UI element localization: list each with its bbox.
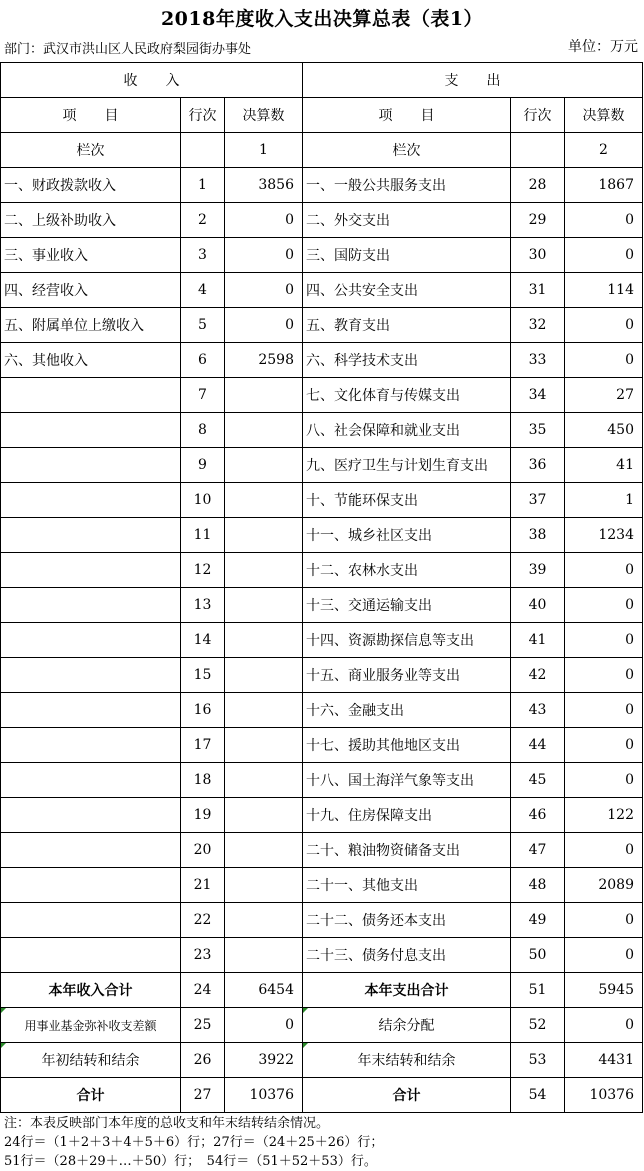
income-amount-cell: [225, 658, 303, 693]
income-rowno-cell: 11: [181, 518, 225, 553]
income-rowno-cell: 17: [181, 728, 225, 763]
table-row: [1, 308, 643, 343]
income-rowno-cell: 19: [181, 798, 225, 833]
expense-summary-rowno: 52: [511, 1008, 565, 1043]
expense-item-cell: 五、教育支出: [303, 308, 511, 343]
expense-amount-cell: 0: [565, 903, 643, 938]
expense-item-cell: 十四、资源勘探信息等支出: [303, 623, 511, 658]
expense-item-cell: 十三、交通运输支出: [303, 588, 511, 623]
expense-rowno-cell: 36: [511, 448, 565, 483]
expense-summary-rowno: 53: [511, 1043, 565, 1078]
expense-item-cell: 七、文化体育与传媒支出: [303, 378, 511, 413]
expense-rowno-cell: 38: [511, 518, 565, 553]
header-row-sections: [1, 63, 643, 98]
expense-item-cell: 三、国防支出: [303, 238, 511, 273]
income-amount-cell: 3856: [225, 168, 303, 203]
income-item-cell: 四、经营收入: [1, 273, 181, 308]
table-row: [1, 553, 643, 588]
income-summary-amount: 6454: [225, 973, 303, 1008]
expense-amount-cell: 1867: [565, 168, 643, 203]
income-rowno-cell: 2: [181, 203, 225, 238]
income-amount-cell: 0: [225, 203, 303, 238]
income-rowno-cell: 4: [181, 273, 225, 308]
expense-item-cell: 二十一、其他支出: [303, 868, 511, 903]
income-section-header: 收 入: [1, 63, 303, 98]
expense-amount-cell: 114: [565, 273, 643, 308]
expense-summary-label: 结余分配: [303, 1008, 511, 1043]
expense-summary-label: 合计: [303, 1078, 511, 1113]
income-item-cell: 一、财政拨款收入: [1, 168, 181, 203]
income-amount-cell: [225, 903, 303, 938]
income-item-cell: [1, 658, 181, 693]
income-column-empty: [181, 133, 225, 168]
income-amount-header: 决算数: [225, 98, 303, 133]
income-item-cell: [1, 868, 181, 903]
expense-summary-rowno: 54: [511, 1078, 565, 1113]
expense-rowno-cell: 39: [511, 553, 565, 588]
income-rowno-cell: 20: [181, 833, 225, 868]
expense-amount-cell: 1234: [565, 518, 643, 553]
expense-summary-amount: 4431: [565, 1043, 643, 1078]
footnote-line: 24行＝（1＋2＋3＋4＋5＋6）行；27行＝（24＋25＋26）行；: [4, 1135, 384, 1150]
table-row: [1, 343, 643, 378]
income-rowno-cell: 22: [181, 903, 225, 938]
expense-summary-amount: 0: [565, 1008, 643, 1043]
table-row: [1, 833, 643, 868]
expense-item-cell: 六、科学技术支出: [303, 343, 511, 378]
income-amount-cell: 2598: [225, 343, 303, 378]
expense-rowno-cell: 40: [511, 588, 565, 623]
income-item-cell: [1, 833, 181, 868]
income-item-cell: 三、事业收入: [1, 238, 181, 273]
expense-item-cell: 二十三、债务付息支出: [303, 938, 511, 973]
expense-rowno-cell: 43: [511, 693, 565, 728]
income-rowno-cell: 18: [181, 763, 225, 798]
expense-amount-cell: 0: [565, 728, 643, 763]
income-summary-amount: 3922: [225, 1043, 303, 1078]
expense-rowno-cell: 47: [511, 833, 565, 868]
income-amount-cell: 0: [225, 273, 303, 308]
expense-rowno-cell: 44: [511, 728, 565, 763]
table-row: [1, 518, 643, 553]
income-item-cell: [1, 518, 181, 553]
income-amount-cell: [225, 483, 303, 518]
expense-summary-label: 年末结转和结余: [303, 1043, 511, 1078]
income-amount-cell: [225, 833, 303, 868]
expense-amount-cell: 122: [565, 798, 643, 833]
expense-item-cell: 八、社会保障和就业支出: [303, 413, 511, 448]
income-summary-rowno: 24: [181, 973, 225, 1008]
income-amount-cell: [225, 798, 303, 833]
income-amount-cell: [225, 763, 303, 798]
summary-row: [1, 1043, 643, 1078]
income-summary-amount: 0: [225, 1008, 303, 1043]
income-item-cell: 六、其他收入: [1, 343, 181, 378]
expense-item-cell: 十二、农林水支出: [303, 553, 511, 588]
income-item-header: 项 目: [1, 98, 181, 133]
expense-amount-cell: 0: [565, 203, 643, 238]
income-item-cell: [1, 903, 181, 938]
table-row: [1, 483, 643, 518]
table-row: [1, 413, 643, 448]
table-row: [1, 658, 643, 693]
expense-rowno-cell: 37: [511, 483, 565, 518]
expense-summary-rowno: 51: [511, 973, 565, 1008]
income-item-cell: 二、上级补助收入: [1, 203, 181, 238]
income-rowno-cell: 9: [181, 448, 225, 483]
expense-rowno-cell: 45: [511, 763, 565, 798]
expense-amount-cell: 0: [565, 693, 643, 728]
expense-amount-cell: 2089: [565, 868, 643, 903]
expense-item-cell: 二十、粮油物资储备支出: [303, 833, 511, 868]
income-summary-label: 本年收入合计: [1, 973, 181, 1008]
expense-rowno-cell: 35: [511, 413, 565, 448]
expense-amount-cell: 41: [565, 448, 643, 483]
expense-rowno-cell: 49: [511, 903, 565, 938]
expense-item-cell: 十六、金融支出: [303, 693, 511, 728]
summary-row: [1, 1008, 643, 1043]
income-amount-cell: [225, 518, 303, 553]
footnotes: [4, 1114, 383, 1171]
income-amount-cell: [225, 728, 303, 763]
expense-column-number: 2: [565, 133, 643, 168]
income-column-number: 1: [225, 133, 303, 168]
income-summary-label: 年初结转和结余: [1, 1043, 181, 1078]
income-item-cell: 五、附属单位上缴收入: [1, 308, 181, 343]
income-item-cell: [1, 623, 181, 658]
expense-rowno-cell: 32: [511, 308, 565, 343]
expense-summary-label: 本年支出合计: [303, 973, 511, 1008]
expense-amount-cell: 0: [565, 308, 643, 343]
income-rowno-cell: 23: [181, 938, 225, 973]
expense-item-cell: 四、公共安全支出: [303, 273, 511, 308]
income-amount-cell: [225, 623, 303, 658]
expense-rowno-cell: 29: [511, 203, 565, 238]
expense-amount-cell: 0: [565, 238, 643, 273]
expense-rowno-cell: 41: [511, 623, 565, 658]
income-item-cell: [1, 413, 181, 448]
income-amount-cell: [225, 413, 303, 448]
income-rowno-cell: 8: [181, 413, 225, 448]
income-item-cell: [1, 553, 181, 588]
income-summary-rowno: 27: [181, 1078, 225, 1113]
table-row: [1, 273, 643, 308]
income-rowno-cell: 15: [181, 658, 225, 693]
table-row: [1, 763, 643, 798]
income-amount-cell: [225, 868, 303, 903]
expense-amount-cell: 1: [565, 483, 643, 518]
income-rowno-cell: 16: [181, 693, 225, 728]
expense-rowno-cell: 30: [511, 238, 565, 273]
expense-item-cell: 十一、城乡社区支出: [303, 518, 511, 553]
expense-summary-amount: 10376: [565, 1078, 643, 1113]
income-item-cell: [1, 693, 181, 728]
expense-item-cell: 十七、援助其他地区支出: [303, 728, 511, 763]
income-rowno-cell: 12: [181, 553, 225, 588]
expense-amount-cell: 0: [565, 343, 643, 378]
income-rowno-cell: 5: [181, 308, 225, 343]
expense-column-label: 栏次: [303, 133, 511, 168]
expense-amount-header: 决算数: [565, 98, 643, 133]
expense-item-header: 项 目: [303, 98, 511, 133]
table-row: [1, 448, 643, 483]
expense-amount-cell: 0: [565, 658, 643, 693]
expense-rowno-cell: 42: [511, 658, 565, 693]
expense-rowno-cell: 48: [511, 868, 565, 903]
income-item-cell: [1, 588, 181, 623]
expense-rowno-cell: 50: [511, 938, 565, 973]
income-column-label: 栏次: [1, 133, 181, 168]
expense-item-cell: 一、一般公共服务支出: [303, 168, 511, 203]
income-amount-cell: [225, 448, 303, 483]
income-summary-label: 用事业基金弥补收支差额: [1, 1008, 181, 1043]
table-row: [1, 203, 643, 238]
expense-rowno-cell: 33: [511, 343, 565, 378]
income-item-cell: [1, 448, 181, 483]
income-rowno-cell: 13: [181, 588, 225, 623]
expense-amount-cell: 0: [565, 553, 643, 588]
income-amount-cell: [225, 553, 303, 588]
table-row: [1, 938, 643, 973]
expense-item-cell: 十五、商业服务业等支出: [303, 658, 511, 693]
income-summary-amount: 10376: [225, 1078, 303, 1113]
summary-row: [1, 973, 643, 1008]
table-row: [1, 798, 643, 833]
expense-rowno-cell: 34: [511, 378, 565, 413]
expense-amount-cell: 0: [565, 833, 643, 868]
expense-item-cell: 二、外交支出: [303, 203, 511, 238]
income-rowno-cell: 6: [181, 343, 225, 378]
income-rowno-cell: 1: [181, 168, 225, 203]
expense-amount-cell: 0: [565, 763, 643, 798]
unit-label: 单位：万元: [568, 39, 638, 55]
income-item-cell: [1, 763, 181, 798]
header-row-columns: [1, 98, 643, 133]
table-row: [1, 378, 643, 413]
header-row-column-index: [1, 133, 643, 168]
table-row: [1, 168, 643, 203]
table-row: [1, 693, 643, 728]
expense-rowno-cell: 28: [511, 168, 565, 203]
income-rowno-cell: 14: [181, 623, 225, 658]
income-amount-cell: 0: [225, 238, 303, 273]
expense-amount-cell: 0: [565, 623, 643, 658]
expense-item-cell: 十九、住房保障支出: [303, 798, 511, 833]
table-row: [1, 903, 643, 938]
report-title: 2018年度收入支出决算总表（表1）: [160, 8, 484, 30]
expense-amount-cell: 450: [565, 413, 643, 448]
footnote-line: 注：本表反映部门本年度的总收支和年末结转结余情况。: [4, 1116, 330, 1131]
expense-amount-cell: 0: [565, 588, 643, 623]
income-item-cell: [1, 728, 181, 763]
table-row: [1, 728, 643, 763]
income-amount-cell: 0: [225, 308, 303, 343]
expense-amount-cell: 0: [565, 938, 643, 973]
income-rowno-header: 行次: [181, 98, 225, 133]
expense-rowno-cell: 46: [511, 798, 565, 833]
income-amount-cell: [225, 693, 303, 728]
income-amount-cell: [225, 938, 303, 973]
expense-rowno-cell: 31: [511, 273, 565, 308]
income-rowno-cell: 21: [181, 868, 225, 903]
department-label: 部门：武汉市洪山区人民政府梨园街办事处: [4, 42, 252, 57]
expense-section-header: 支 出: [303, 63, 643, 98]
income-item-cell: [1, 938, 181, 973]
expense-item-cell: 十、节能环保支出: [303, 483, 511, 518]
summary-row: [1, 1078, 643, 1113]
expense-item-cell: 二十二、债务还本支出: [303, 903, 511, 938]
income-rowno-cell: 10: [181, 483, 225, 518]
income-item-cell: [1, 483, 181, 518]
income-rowno-cell: 7: [181, 378, 225, 413]
expense-amount-cell: 27: [565, 378, 643, 413]
income-item-cell: [1, 798, 181, 833]
expense-item-cell: 十八、国土海洋气象等支出: [303, 763, 511, 798]
expense-summary-amount: 5945: [565, 973, 643, 1008]
expense-column-empty: [511, 133, 565, 168]
income-item-cell: [1, 378, 181, 413]
income-rowno-cell: 3: [181, 238, 225, 273]
income-amount-cell: [225, 588, 303, 623]
table-row: [1, 588, 643, 623]
footnote-line: 51行＝（28＋29＋…＋50）行； 54行＝（51＋52＋53）行。: [4, 1154, 377, 1169]
table-row: [1, 868, 643, 903]
expense-item-cell: 九、医疗卫生与计划生育支出: [303, 448, 511, 483]
income-summary-rowno: 25: [181, 1008, 225, 1043]
income-summary-rowno: 26: [181, 1043, 225, 1078]
income-summary-label: 合计: [1, 1078, 181, 1113]
expense-rowno-header: 行次: [511, 98, 565, 133]
table-row: [1, 623, 643, 658]
income-amount-cell: [225, 378, 303, 413]
budget-table: [0, 62, 643, 1113]
table-row: [1, 238, 643, 273]
